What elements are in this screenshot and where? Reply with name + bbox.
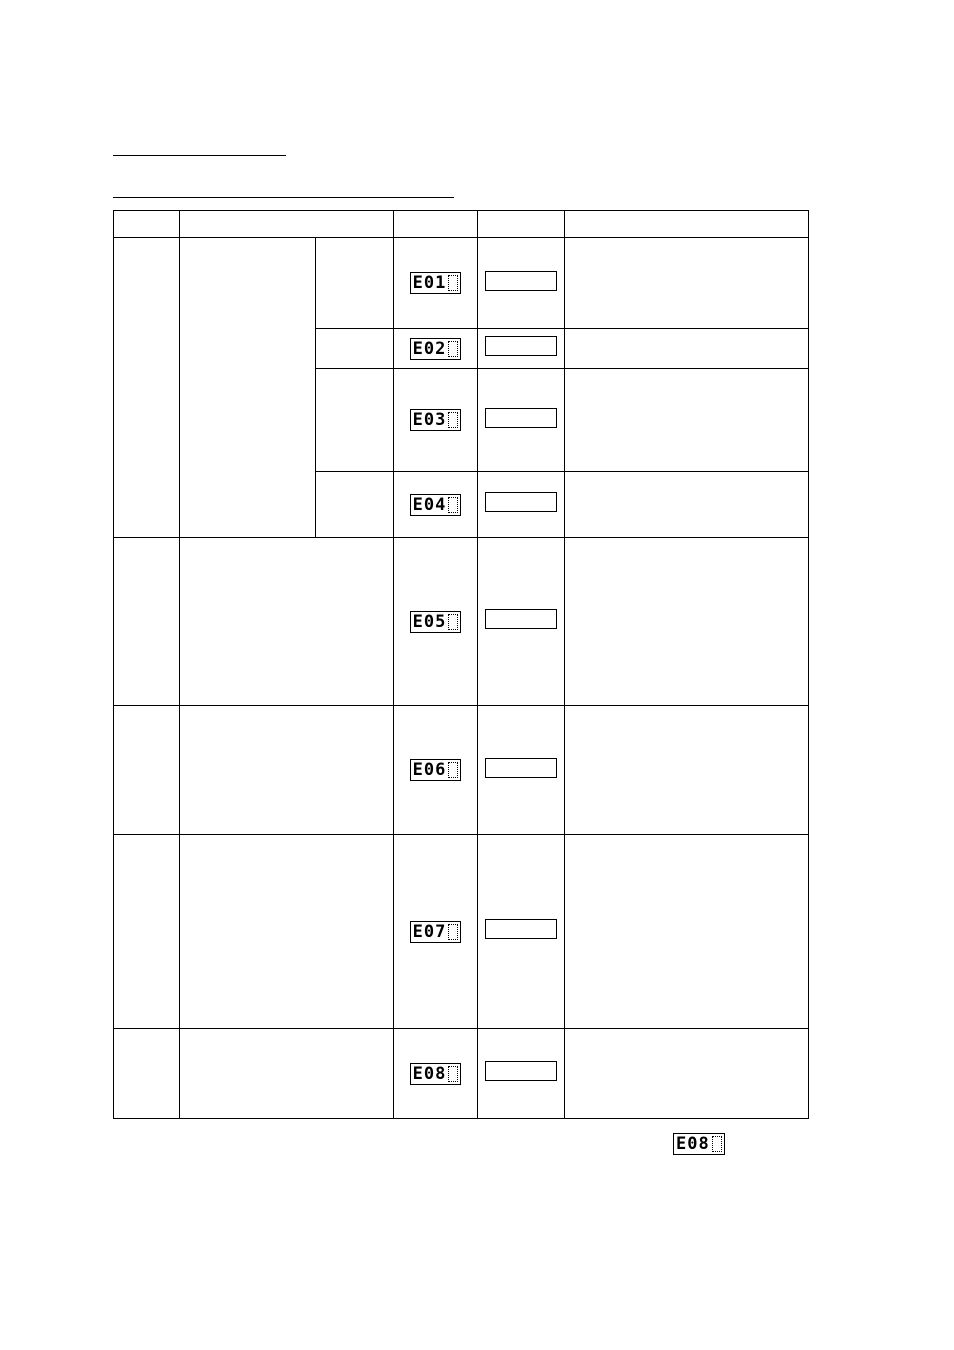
row-remarks-cell	[565, 329, 809, 369]
row-remarks-cell	[565, 706, 809, 835]
lcd-dot-icon	[448, 412, 458, 428]
row-item-cell	[180, 538, 394, 706]
row-number-cell	[114, 538, 180, 706]
alarm-output-box	[485, 492, 557, 512]
table-row	[114, 706, 809, 835]
lcd-dot-icon	[448, 762, 458, 778]
row-remarks-cell	[565, 538, 809, 706]
lcd-error-display: E03	[410, 409, 462, 431]
lcd-error-display: E07	[410, 921, 462, 943]
lcd-error-display: E08	[410, 1063, 462, 1085]
row-number-cell	[114, 706, 180, 835]
header-no	[114, 211, 180, 238]
alarm-output-box	[485, 609, 557, 629]
table-row	[114, 835, 809, 1029]
alarm-output-box	[485, 758, 557, 778]
lcd-dot-icon	[448, 1066, 458, 1082]
section-heading-underline	[113, 155, 286, 156]
alarm-output-box	[485, 919, 557, 939]
header-display	[394, 211, 478, 238]
lcd-dot-icon	[448, 614, 458, 630]
error-code-table	[113, 210, 809, 1119]
lcd-error-display: E02	[410, 338, 462, 360]
row-number-cell	[114, 238, 180, 538]
row-remarks-cell	[565, 472, 809, 538]
header-alarm	[478, 211, 565, 238]
lcd-dot-icon	[448, 924, 458, 940]
table-header-row	[114, 211, 809, 238]
row-item-cell	[180, 706, 394, 835]
row-subitem-cell	[316, 238, 394, 329]
row-remarks-cell	[565, 1029, 809, 1119]
lcd-dot-icon	[712, 1136, 722, 1152]
row-item-cell	[180, 1029, 394, 1119]
alarm-output-box	[485, 336, 557, 356]
table-row	[114, 1029, 809, 1119]
row-subitem-cell	[316, 369, 394, 472]
lcd-dot-icon	[448, 341, 458, 357]
table-row	[114, 238, 809, 329]
row-number-cell	[114, 835, 180, 1029]
lcd-dot-icon	[448, 275, 458, 291]
row-number-cell	[114, 1029, 180, 1119]
row-remarks-cell	[565, 369, 809, 472]
table-row	[114, 538, 809, 706]
alarm-output-box	[485, 271, 557, 291]
table-heading-underline	[113, 197, 454, 198]
alarm-output-box	[485, 408, 557, 428]
lcd-error-display: E01	[410, 272, 462, 294]
lcd-error-display: E08	[673, 1133, 725, 1155]
row-item-cell	[180, 238, 316, 538]
header-item	[180, 211, 394, 238]
lcd-error-display: E05	[410, 611, 462, 633]
row-remarks-cell	[565, 238, 809, 329]
header-remarks	[565, 211, 809, 238]
footnote-display	[673, 1133, 725, 1155]
row-subitem-cell	[316, 472, 394, 538]
lcd-dot-icon	[448, 497, 458, 513]
row-subitem-cell	[316, 329, 394, 369]
row-item-cell	[180, 835, 394, 1029]
lcd-error-display: E06	[410, 759, 462, 781]
lcd-error-display: E04	[410, 494, 462, 516]
alarm-output-box	[485, 1061, 557, 1081]
row-remarks-cell	[565, 835, 809, 1029]
